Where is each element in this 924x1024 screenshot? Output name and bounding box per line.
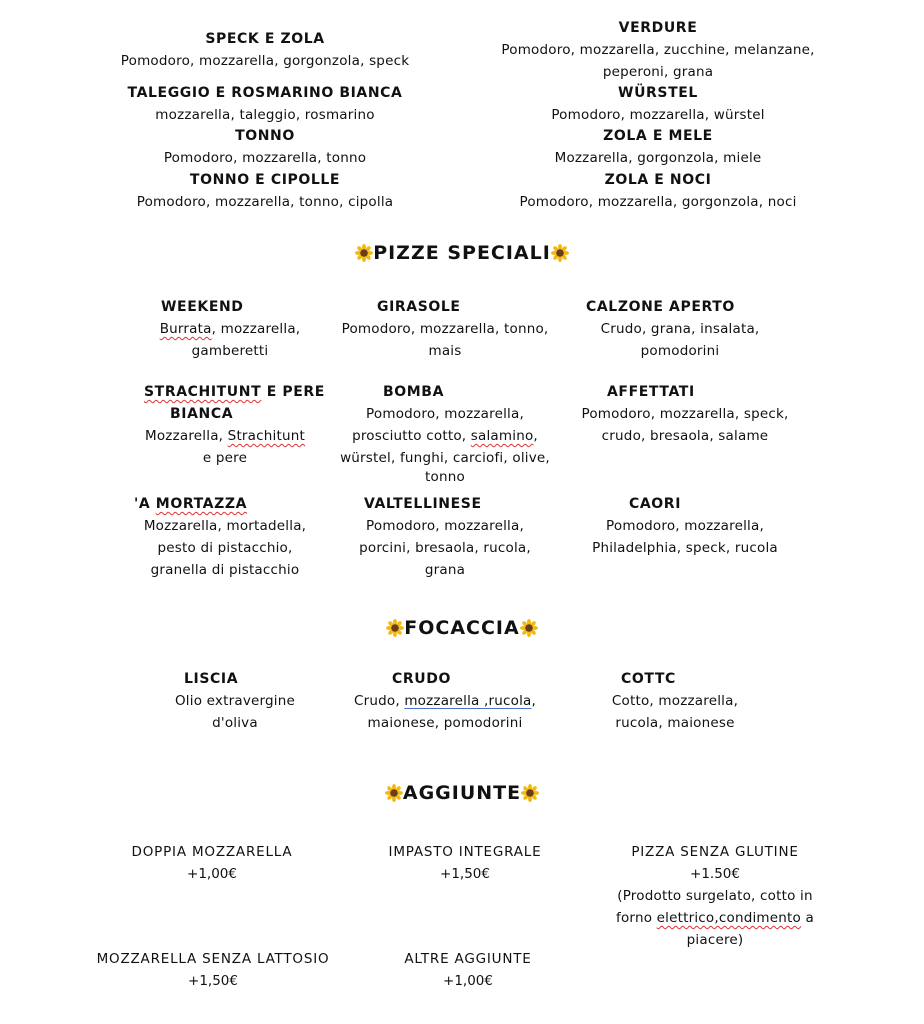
spellcheck-word: Burrata: [159, 321, 212, 337]
pizza-name: TONNO E CIPOLLE: [189, 172, 341, 188]
sunflower-icon: [520, 619, 538, 637]
aggiunta-name: MOZZARELLA SENZA LATTOSIO: [96, 951, 330, 967]
focaccia-desc: rucola, maionese: [615, 715, 735, 731]
focaccia-desc: Olio extravergine: [174, 693, 296, 709]
sunflower-icon: [521, 784, 539, 802]
desc-text: Crudo,: [353, 693, 405, 709]
pizza-name: BIANCA: [170, 406, 234, 422]
aggiunta-note: [590, 907, 840, 929]
focaccia-name: COTTC: [621, 671, 676, 687]
pizza-desc: Pomodoro, mozzarella, tonno, cipolla: [136, 194, 394, 210]
desc-text: , mozzarella,: [211, 321, 301, 337]
pizza-desc: [125, 318, 335, 340]
pizza-desc: würstel, funghi, carciofi, olive,: [340, 450, 550, 466]
pizza-desc: Mozzarella, gorgonzola, miele: [554, 150, 762, 166]
desc-text: ,: [531, 693, 537, 709]
pizza-wurstel: [488, 82, 828, 126]
section-title-text: PIZZE SPECIALI: [373, 242, 551, 264]
pizza-desc: Pomodoro, mozzarella, würstel: [551, 107, 765, 123]
focaccia-desc: maionese, pomodorini: [367, 715, 523, 731]
spellcheck-word: Strachitunt: [227, 428, 305, 444]
focaccia-desc: d'oliva: [212, 715, 258, 731]
aggiunta-price: +1.50€: [690, 866, 740, 882]
pizza-desc: Pomodoro, mozzarella,: [606, 518, 764, 534]
aggiunta-price: +1,00€: [443, 973, 493, 989]
section-title-text: AGGIUNTE: [402, 782, 522, 804]
aggiunta-price: +1,00€: [187, 866, 237, 882]
pizza-name: VERDURE: [618, 20, 698, 36]
pizza-desc: gamberetti: [191, 343, 269, 359]
pizza-zola-e-noci: [488, 169, 828, 213]
spellcheck-word: salamino: [470, 428, 534, 444]
aggiunta-note: piacere): [686, 932, 744, 948]
pizza-name: BOMBA: [383, 384, 445, 400]
name-text: E PERE: [261, 384, 325, 400]
pizza-zola-e-mele: [488, 125, 828, 169]
pizza-name: TONNO: [235, 128, 295, 144]
desc-text: a: [801, 910, 814, 926]
grammar-underline: mozzarella ,rucola: [404, 693, 532, 709]
focaccia-crudo: [340, 668, 550, 734]
section-title-pizze-speciali: [0, 238, 924, 268]
pizza-name: WÜRSTEL: [618, 85, 698, 101]
aggiunta-name: ALTRE AGGIUNTE: [404, 951, 532, 967]
pizza-desc: Pomodoro, mozzarella, gorgonzola, speck: [120, 53, 410, 69]
pizza-valtellinese: [330, 493, 560, 581]
pizza-name: GIRASOLE: [377, 299, 461, 315]
section-title-focaccia: [0, 613, 924, 643]
sunflower-icon: [385, 784, 403, 802]
pizza-desc: Pomodoro, mozzarella, gorgonzola, noci: [519, 194, 797, 210]
pizza-name: CALZONE APERTO: [586, 299, 735, 315]
pizza-desc: mozzarella, taleggio, rosmarino: [155, 107, 375, 123]
pizza-strachitunt: [125, 381, 325, 469]
sunflower-icon: [355, 244, 373, 262]
focaccia-name: CRUDO: [392, 671, 451, 687]
focaccia-desc: Cotto, mozzarella,: [611, 693, 739, 709]
pizza-desc: pomodorini: [640, 343, 720, 359]
pizza-name: TALEGGIO E ROSMARINO BIANCA: [127, 85, 403, 101]
pizza-desc: Pomodoro, mozzarella, tonno,: [341, 321, 549, 337]
pizza-name: VALTELLINESE: [364, 496, 482, 512]
pizza-speck-e-zola: [110, 28, 420, 72]
aggiunta-name: PIZZA SENZA GLUTINE: [631, 844, 799, 860]
pizza-desc: porcini, bresaola, rucola,: [359, 540, 531, 556]
pizza-name: [125, 381, 325, 403]
aggiunta-name: DOPPIA MOZZARELLA: [131, 844, 293, 860]
desc-text: ,: [533, 428, 538, 444]
pizza-desc: Crudo, grana, insalata,: [600, 321, 760, 337]
desc-text: prosciutto cotto,: [352, 428, 471, 444]
pizza-desc: Pomodoro, mozzarella,: [366, 406, 524, 422]
aggiunta-impasto-integrale: [365, 841, 565, 885]
aggiunta-doppia-mozzarella: [112, 841, 312, 885]
pizza-name: WEEKEND: [161, 299, 244, 315]
pizza-mortazza: [120, 493, 330, 581]
pizza-name: CAORI: [629, 496, 681, 512]
focaccia-liscia: [150, 668, 320, 734]
pizza-weekend: [125, 296, 335, 362]
pizza-desc: Pomodoro, mozzarella, tonno: [163, 150, 367, 166]
pizza-desc: Mozzarella, mortadella,: [143, 518, 307, 534]
pizza-desc: Pomodoro, mozzarella, speck,: [581, 406, 789, 422]
pizza-bomba: [325, 381, 565, 485]
pizza-caori: [565, 493, 805, 559]
focaccia-desc: [340, 690, 550, 712]
pizza-girasole: [330, 296, 560, 362]
pizza-desc: Pomodoro, mozzarella,: [366, 518, 524, 534]
pizza-desc: grana: [424, 562, 466, 578]
pizza-calzone-aperto: [570, 296, 790, 362]
pizza-name: ZOLA E NOCI: [604, 172, 712, 188]
aggiunta-name: IMPASTO INTEGRALE: [388, 844, 542, 860]
pizza-desc: [125, 425, 325, 447]
aggiunta-price: +1,50€: [440, 866, 490, 882]
aggiunta-altre: [368, 948, 568, 992]
spellcheck-word: elettrico,condimento: [656, 910, 802, 926]
spellcheck-word: MORTAZZA: [155, 496, 248, 512]
pizza-desc: e pere: [202, 450, 248, 466]
sunflower-icon: [551, 244, 569, 262]
pizza-taleggio: [110, 82, 420, 126]
pizza-tonno-e-cipolle: [110, 169, 420, 213]
pizza-name: ZOLA E MELE: [603, 128, 713, 144]
pizza-desc: Pomodoro, mozzarella, zucchine, melanzane,: [501, 42, 815, 58]
pizza-affettati: [565, 381, 805, 447]
section-title-aggiunte: [0, 778, 924, 808]
desc-text: forno: [616, 910, 657, 926]
pizza-desc: Philadelphia, speck, rucola: [592, 540, 778, 556]
pizza-desc: granella di pistacchio: [150, 562, 300, 578]
pizza-tonno: [110, 125, 420, 169]
name-text: 'A: [134, 496, 156, 512]
aggiunta-senza-glutine: [590, 841, 840, 951]
desc-text: Mozzarella,: [145, 428, 228, 444]
focaccia-name: LISCIA: [184, 671, 239, 687]
aggiunta-senza-lattosio: [88, 948, 338, 992]
sunflower-icon: [386, 619, 404, 637]
focaccia-cotto: [590, 668, 760, 734]
pizza-desc: tonno: [425, 469, 465, 485]
pizza-verdure: [488, 17, 828, 83]
pizza-name: [120, 493, 330, 515]
pizza-desc: crudo, bresaola, salame: [601, 428, 769, 444]
pizza-name: SPECK E ZOLA: [205, 31, 325, 47]
aggiunta-price: +1,50€: [188, 973, 238, 989]
pizza-desc: pesto di pistacchio,: [157, 540, 293, 556]
section-title-text: FOCACCIA: [404, 617, 520, 639]
pizza-name: AFFETTATI: [607, 384, 695, 400]
pizza-desc: peperoni, grana: [602, 64, 714, 80]
aggiunta-note: (Prodotto surgelato, cotto in: [617, 888, 813, 904]
pizza-desc: [325, 425, 565, 447]
spellcheck-word: STRACHITUNT: [144, 384, 262, 400]
pizza-desc: mais: [428, 343, 462, 359]
